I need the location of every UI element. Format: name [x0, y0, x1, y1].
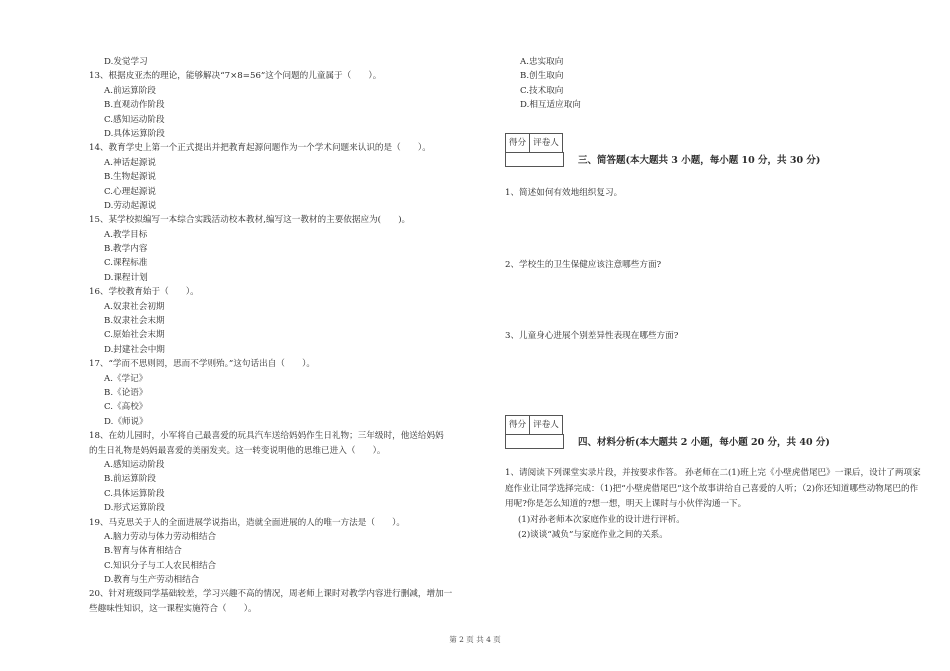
option-line: B.智育与体育相结合: [104, 546, 182, 557]
question-line: 18、在幼儿园时，小军将自己最喜爱的玩具汽车送给妈妈作生日礼物；三年级时，他送给妈妈: [89, 431, 444, 442]
option-line: C.感知运动阶段: [104, 114, 165, 125]
question-line: 16、学校教育始于（ ）。: [89, 287, 199, 298]
option-line: D.具体运算阶段: [104, 128, 165, 139]
question-line: 14、教育学史上第一个正式提出并把教育起源问题作为一个学术问题来认识的是（ ）。: [89, 143, 431, 154]
option-line: A.《学记》: [104, 373, 148, 384]
option-line: B.直观动作阶段: [104, 100, 165, 111]
section-title: 四、材料分析(本大题共 2 小题，每小题 20 分，共 40 分): [578, 437, 830, 448]
option-line: C.技术取向: [520, 85, 564, 96]
short-answer-question: 2、学校生的卫生保健应该注意哪些方面?: [505, 260, 662, 270]
question-line: 的生日礼物是妈妈最喜爱的美丽发夹。这一转变说明他的思维已进入（ ）。: [89, 445, 386, 456]
question-line: 13、根据皮亚杰的理论，能够解决“7×8=56”这个问题的儿童属于（ ）。: [89, 71, 382, 82]
option-line: A.奴隶社会初期: [104, 301, 165, 312]
option-line: A.神话起源说: [104, 157, 156, 168]
question-line: 17、“学而不思则罔，思而不学则殆。”这句话出自（ ）。: [89, 359, 315, 370]
option-line: A.前运算阶段: [104, 85, 156, 96]
score-box-blank-row: [505, 434, 564, 449]
page-footer: 第 2 页 共 4 页: [449, 635, 501, 644]
score-label: 得分: [508, 138, 527, 148]
task-line: (2)谈谈“减负”与家庭作业之间的关系。: [518, 530, 668, 541]
option-line: A.教学目标: [104, 229, 148, 240]
option-line: C.知识分子与工人农民相结合: [104, 560, 217, 571]
option-line: C.原始社会末期: [104, 330, 165, 341]
task-line: (1)对孙老师本次家庭作业的设计进行评析。: [518, 514, 685, 525]
question-line: 20、针对班级同学基础较差，学习兴趣不高的情况，周老师上课时对教学内容进行删减，增加一: [89, 589, 453, 600]
grader-label: 评卷人: [529, 134, 562, 152]
option-line: B.创生取向: [520, 71, 564, 82]
option-line: D.形式运算阶段: [104, 503, 165, 514]
right-column-options: [505, 55, 925, 113]
option-line: D.《师说》: [104, 416, 148, 427]
option-line: B.前运算阶段: [104, 474, 157, 485]
option-line: D.封建社会中期: [104, 344, 165, 355]
material-paragraph: [505, 466, 923, 544]
option-line: D.劳动起源说: [104, 200, 157, 211]
option-line: C.心理起源说: [104, 186, 156, 197]
option-line: B.生物起源说: [104, 172, 157, 183]
question-line: 些趣味性知识，这一课程实施符合（ ）。: [89, 603, 257, 614]
option-line: A.感知运动阶段: [104, 459, 165, 470]
grader-label: 评卷人: [529, 416, 562, 434]
short-answer-question: 3、儿童身心进展个别差异性表现在哪些方面?: [505, 331, 679, 341]
material-text: 1、请阅读下列课堂实录片段，并按要求作答。 孙老师在二(1)班上完《小壁虎借尾巴》一课后，设计了两项家庭作业让同学选择完成：（1)把“小壁虎借尾巴”这个故事讲给自己喜爱的人听；（2)你还知道哪些动物尾巴的作用呢?你是怎么知道的?想一想，明天上课时与小伙伴沟通一下。: [505, 468, 921, 510]
score-label: 得分: [508, 420, 527, 430]
score-box-section3: [505, 133, 563, 153]
option-line: D.课程计划: [104, 272, 148, 283]
option-line: D.发觉学习: [104, 57, 148, 67]
section-title: 三、简答题(本大题共 3 小题，每小题 10 分，共 30 分): [578, 155, 821, 166]
question-line: 19、马克思关于人的全面进展学说指出，造就全面进展的人的唯一方法是（ ）。: [89, 517, 406, 528]
score-box-section4: [505, 415, 563, 435]
option-line: B.教学内容: [104, 244, 148, 255]
option-line: A.忠实取向: [520, 57, 564, 67]
option-line: D.教育与生产劳动相结合: [104, 575, 200, 586]
option-line: B.奴隶社会末期: [104, 316, 165, 327]
option-line: C.课程标准: [104, 258, 148, 269]
option-line: C.《高校》: [104, 402, 148, 413]
option-line: D.相互适应取向: [520, 100, 581, 111]
score-box-blank-row: [505, 152, 564, 167]
short-answer-question: 1、简述如何有效地组织复习。: [505, 188, 623, 198]
left-column: [89, 55, 494, 616]
question-line: 15、某学校拟编写一本综合实践活动校本教材,编写这一教材的主要依据应为( )。: [89, 215, 411, 226]
option-line: B.《论语》: [104, 387, 148, 398]
option-line: C.具体运算阶段: [104, 488, 165, 499]
option-line: A.脑力劳动与体力劳动相结合: [104, 531, 217, 542]
